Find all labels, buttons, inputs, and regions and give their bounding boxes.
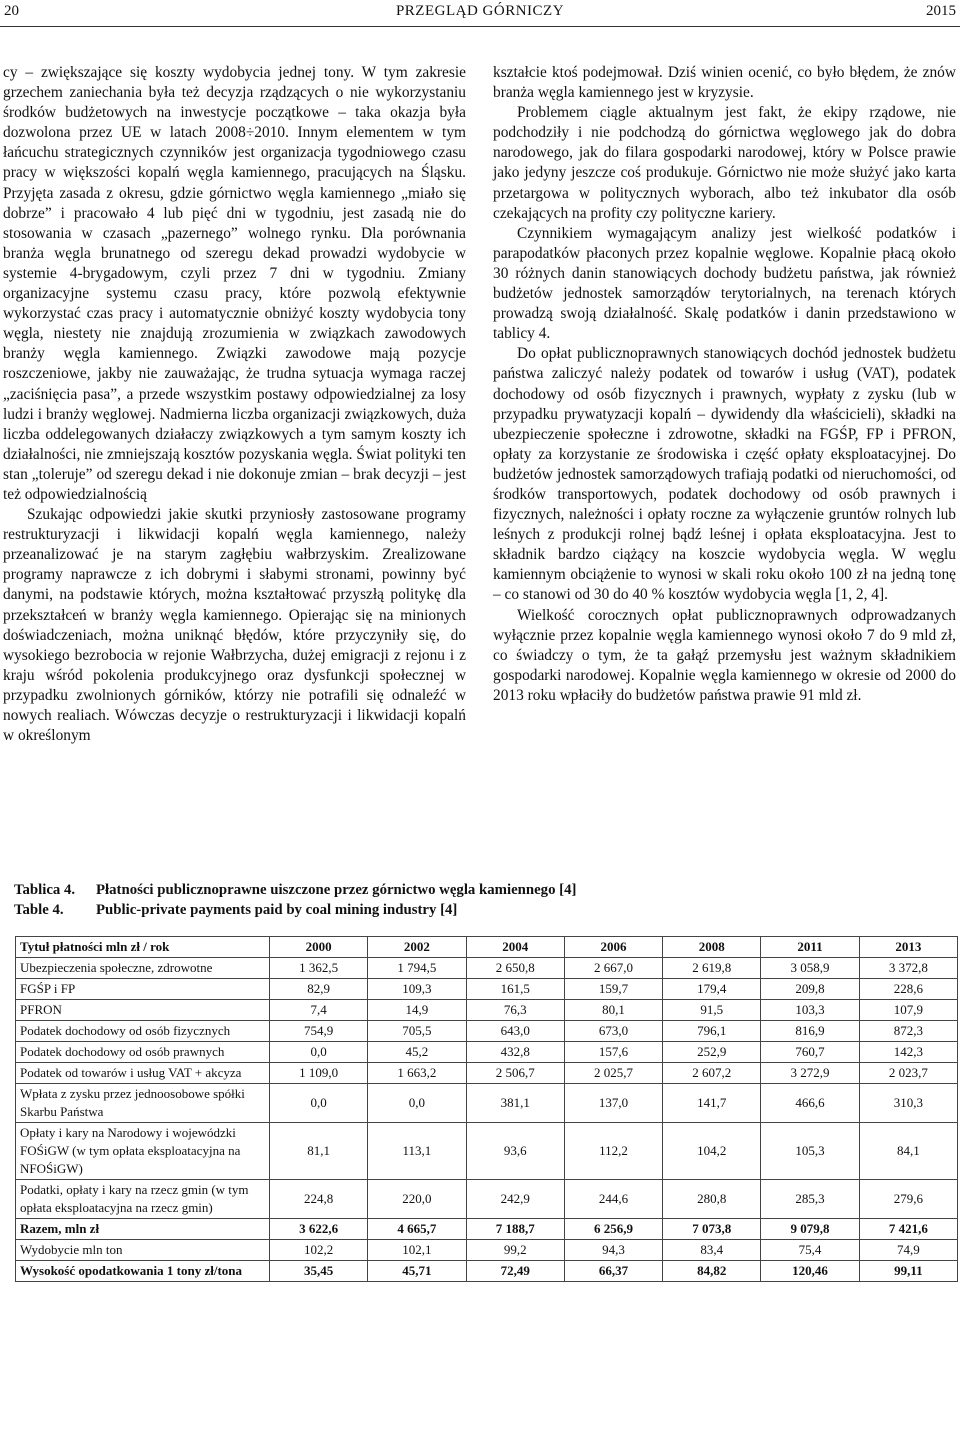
table-cell: 113,1 [368, 1123, 466, 1180]
table-cell: 466,6 [761, 1084, 859, 1123]
table-cell: 816,9 [761, 1021, 859, 1042]
table-row [16, 1042, 958, 1063]
table-cell: 104,2 [663, 1123, 761, 1180]
row-label: Podatki, opłaty i kary na rzecz gmin (w tym opłata eksploatacyjna na rzecz gmin) [16, 1180, 270, 1219]
row-label: Wydobycie mln ton [16, 1240, 270, 1261]
table-cell: 7 188,7 [466, 1219, 564, 1240]
journal-title: PRZEGLĄD GÓRNICZY [395, 3, 565, 19]
table-cell: 220,0 [368, 1180, 466, 1219]
table-cell: 224,8 [270, 1180, 368, 1219]
table-header-row [16, 937, 958, 958]
table-row [16, 1240, 958, 1261]
table-cell: 99,11 [859, 1261, 957, 1282]
paragraph: Szukając odpowiedzi jakie skutki przyniosły zastosowane programy restrukturyzacji i likwidacji kopalń węgla kamiennego, należy przeanalizować je na starym zagłębiu wałbrzyskim. Zrealizowane programy naprawcze z ich dobrymi i słabymi stronami, powinny być danymi, na podstawie których, można kształtować przyszłą politykę dla przekształceń w branży węgla kamiennego. Opierając się na minionych doświadczeniach, można uniknąć błędów, które przyczyniły się, do wysokiego bezrobocia w rejonie Wałbrzycha, dużej emigracji z rejonu i z kraju wśród pokolenia produkcyjnego oraz dysfunkcji społecznej w przypadku zwolnionych górników, którzy nie potrafili się odnaleźć w nowych realiach. Wówczas decyzje o restrukturyzacji i likwidacji kopalń w określonym [3, 506, 466, 745]
table-cell: 137,0 [564, 1084, 662, 1123]
table-cell: 66,37 [564, 1261, 662, 1282]
table-cell: 81,1 [270, 1123, 368, 1180]
table-cell: 99,2 [466, 1240, 564, 1261]
table-cell: 285,3 [761, 1180, 859, 1219]
row-label: Wysokość opodatkowania 1 tony zł/tona [16, 1261, 270, 1282]
table-cell: 1 362,5 [270, 958, 368, 979]
table-cell: 120,46 [761, 1261, 859, 1282]
table-cell: 754,9 [270, 1021, 368, 1042]
table-cell: 310,3 [859, 1084, 957, 1123]
row-label: Podatek od towarów i usług VAT + akcyza [16, 1063, 270, 1084]
right-column [493, 63, 956, 706]
table-cell: 112,2 [564, 1123, 662, 1180]
header-year: 2008 [663, 937, 761, 958]
row-label: PFRON [16, 1000, 270, 1021]
table-cell: 3 272,9 [761, 1063, 859, 1084]
table-cell: 103,3 [761, 1000, 859, 1021]
table-cell: 107,9 [859, 1000, 957, 1021]
row-label: Podatek dochodowy od osób prawnych [16, 1042, 270, 1063]
table-cell: 228,6 [859, 979, 957, 1000]
header-year: 2002 [368, 937, 466, 958]
table-body [16, 958, 958, 1282]
table-cell: 279,6 [859, 1180, 957, 1219]
table-cell: 161,5 [466, 979, 564, 1000]
table-cell: 4 665,7 [368, 1219, 466, 1240]
table-cell: 74,9 [859, 1240, 957, 1261]
table-cell: 2 025,7 [564, 1063, 662, 1084]
table-cell: 141,7 [663, 1084, 761, 1123]
table-row [16, 1180, 958, 1219]
table-cell: 159,7 [564, 979, 662, 1000]
year: 2015 [926, 3, 956, 19]
table-cell: 673,0 [564, 1021, 662, 1042]
table-cell: 1 663,2 [368, 1063, 466, 1084]
table-cell: 157,6 [564, 1042, 662, 1063]
table-cell: 2 506,7 [466, 1063, 564, 1084]
table-cell: 179,4 [663, 979, 761, 1000]
table-cell: 2 607,2 [663, 1063, 761, 1084]
table-row [16, 1063, 958, 1084]
header-year: 2013 [859, 937, 957, 958]
table-cell: 872,3 [859, 1021, 957, 1042]
paragraph: Wielkość corocznych opłat publicznoprawnych odprowadzanych wyłącznie przez kopalnie węgla kamiennego wynosi około 7 do 9 mld zł, co świadczy o tym, że ta gałąź przemysłu jest ważnym składnikiem gospodarki narodowej. Kopalnie węgla kamiennego w okresie od 2000 do 2013 roku wpłaciły do budżetów państwa prawie 91 mld zł. [493, 606, 956, 704]
paragraph: kształcie ktoś podejmował. Dziś winien ocenić, co było błędem, że znów branża węgla kamiennego jest w kryzysie. [493, 64, 956, 102]
table-cell: 0,0 [270, 1042, 368, 1063]
table-cell: 109,3 [368, 979, 466, 1000]
table-cell: 3 622,6 [270, 1219, 368, 1240]
table-row [16, 1123, 958, 1180]
table-cell: 83,4 [663, 1240, 761, 1261]
page-number: 20 [4, 3, 19, 19]
table-cell: 93,6 [466, 1123, 564, 1180]
table-cell: 7 073,8 [663, 1219, 761, 1240]
table-cell: 84,82 [663, 1261, 761, 1282]
row-label: Wpłata z zysku przez jednoosobowe spółki Skarbu Państwa [16, 1084, 270, 1123]
caption-label-pl: Tablica 4. [14, 882, 76, 898]
table-cell: 0,0 [270, 1084, 368, 1123]
table-cell: 94,3 [564, 1240, 662, 1261]
table-cell: 760,7 [761, 1042, 859, 1063]
table-cell: 45,2 [368, 1042, 466, 1063]
table-cell: 72,49 [466, 1261, 564, 1282]
table-cell: 2 650,8 [466, 958, 564, 979]
table-row [16, 1261, 958, 1282]
table-cell: 0,0 [368, 1084, 466, 1123]
table-cell: 2 667,0 [564, 958, 662, 979]
table-cell: 35,45 [270, 1261, 368, 1282]
caption-text-en: Public-private payments paid by coal mining industry [4] [96, 902, 458, 918]
table-cell: 280,8 [663, 1180, 761, 1219]
table-cell: 432,8 [466, 1042, 564, 1063]
row-label: Ubezpieczenia społeczne, zdrowotne [16, 958, 270, 979]
table-row [16, 1000, 958, 1021]
table-cell: 252,9 [663, 1042, 761, 1063]
table-cell: 84,1 [859, 1123, 957, 1180]
header-year: 2004 [466, 937, 564, 958]
table-cell: 796,1 [663, 1021, 761, 1042]
table-cell: 1 109,0 [270, 1063, 368, 1084]
header-year: 2011 [761, 937, 859, 958]
table-cell: 2 619,8 [663, 958, 761, 979]
row-label: Razem, mln zł [16, 1219, 270, 1240]
table-cell: 7 421,6 [859, 1219, 957, 1240]
table-cell: 7,4 [270, 1000, 368, 1021]
row-label: Podatek dochodowy od osób fizycznych [16, 1021, 270, 1042]
table-row [16, 979, 958, 1000]
paragraph: Problemem ciągle aktualnym jest fakt, że ekipy rządowe, nie podchodziły i nie podchodzą do górnictwa węglowego jak do dobra narodowego, jak do filara gospodarki narodowej, który w Polsce prawie jako jedyny jeszcze coś produkuje. Górnictwo nie może służyć jako karta przetargowa w politycznych wyborach, albo też inkubator dla osób czekających na profity czy polityczne kariery. [493, 104, 956, 222]
table-cell: 3 372,8 [859, 958, 957, 979]
paragraph: Czynnikiem wymagającym analizy jest wielkość podatków i parapodatków płaconych przez kopalnie węglowe. Kopalnie płacą około 30 różnych danin stanowiących dochody budżetu państwa, jak również budżetów jednostek samorządów terytorialnych, na terenach których prowadzą swoją działalność. Skalę podatków i danin przedstawiono w tablicy 4. [493, 224, 956, 343]
caption-text-pl: Płatności publicznoprawne uiszczone przez górnictwo węgla kamiennego [4] [96, 882, 577, 898]
table-cell: 82,9 [270, 979, 368, 1000]
payments-table [15, 936, 958, 1282]
table-cell: 14,9 [368, 1000, 466, 1021]
table-caption [14, 880, 576, 920]
table-cell: 209,8 [761, 979, 859, 1000]
table-cell: 643,0 [466, 1021, 564, 1042]
row-label: FGŚP i FP [16, 979, 270, 1000]
header-year: 2000 [270, 937, 368, 958]
table-cell: 45,71 [368, 1261, 466, 1282]
table-cell: 75,4 [761, 1240, 859, 1261]
table-row [16, 1084, 958, 1123]
table-row [16, 1219, 958, 1240]
table-cell: 9 079,8 [761, 1219, 859, 1240]
table-cell: 3 058,9 [761, 958, 859, 979]
running-header [0, 0, 960, 27]
table-cell: 2 023,7 [859, 1063, 957, 1084]
paragraph: Do opłat publicznoprawnych stanowiących dochód jednostek budżetu państwa zaliczyć należy podatek od towarów i usług (VAT), podatek dochodowy od osób fizycznych i prawnych, wypłaty z zysku (lub w przypadku prywatyzacji kopalń – dywidendy dla właścicieli), składki na ubezpieczenie społeczne i zdrowotne, składki na FGŚP, FP i PFRON, opłaty za korzystanie ze środowiska i część opłaty eksploatacyjnej. Do budżetów jednostek samorządowych trafiają podatki od nieruchomości, od środków transportowych, podatek dochodowy od osób prawnych i fizycznych, należności i opłaty roczne za wyłączenie gruntów rolnych lub leśnych z produkcji rolnej bądź leśnej i opłata eksploatacyjna. Jest to składnik bardzo ciążący na koszcie wydobycia węgla. W węglu kamiennym obciążenie to wynosi w skali roku około 100 zł na jedną tonę – co stanowi od 30 do 40 % kosztów wydobycia węgla [1, 2, 4]. [493, 345, 956, 604]
table-cell: 705,5 [368, 1021, 466, 1042]
header-year: 2006 [564, 937, 662, 958]
table-cell: 381,1 [466, 1084, 564, 1123]
table-cell: 242,9 [466, 1180, 564, 1219]
table-row [16, 958, 958, 979]
table-cell: 102,2 [270, 1240, 368, 1261]
left-column [3, 63, 466, 746]
table-cell: 6 256,9 [564, 1219, 662, 1240]
header-title: Tytuł płatności mln zł / rok [16, 937, 270, 958]
paragraph: cy – zwiększające się koszty wydobycia jednej tony. W tym zakresie grzechem zaniechania była też decyzja rządzących o nie wykorzystaniu środków budżetowych na inwestycje początkowe – taka okazja była dozwolona przez UE w latach 2008÷2010. Innym elementem w tym łańcuchu strategicznych czynników jest organizacja tygodniowego czasu pracy w większości kopalń węgla kamiennego, pracujących na Śląsku. Przyjęta zasada z okresu, gdzie górnictwo węgla kamiennego „miało się dobrze” i pracowało 4 lub pięć dni w tygodniu, jest zasadą nie do stosowania w czasach „pazernego” wolnego rynku. Dla porównania branża węgla brunatnego od szeregu dekad prowadzi wydobycie w systemie 4-brygadowym, czyli przez 7 dni w tygodniu. Zmiany organizacyjne systemu czasu pracy, które pozwolą efektywnie wykorzystać czas pracy i automatycznie obniżyć koszty wydobycia tony węgla, niestety nie znajdują zrozumienia w związkach zawodowych branży węgla kamiennego. Związki zawodowe mają pozycje roszczeniowe, jakby nie zauważając, że trudna sytuacja wymaga raczej „zaciśnięcia pasa”, a przede wszystkim postawy odpowiedzialnej za losy ludzi i branży węglowej. Nadmierna liczba organizacji związkowych, duża liczba oddelegowanych działaczy związkowych a tym samym koszty ich działalności, nie zmniejszają kosztów pozyskania węgla. Świat polityki ten stan „toleruje” od szeregu dekad i nie dokonuje zmian – brak decyzji – jest też odpowiedzialnością [3, 64, 466, 503]
table-cell: 244,6 [564, 1180, 662, 1219]
row-label: Opłaty i kary na Narodowy i wojewódzki FOŚiGW (w tym opłata eksploatacyjna na NFOŚiGW) [16, 1123, 270, 1180]
table-cell: 1 794,5 [368, 958, 466, 979]
table-cell: 76,3 [466, 1000, 564, 1021]
caption-label-en: Table 4. [14, 902, 64, 918]
table-cell: 91,5 [663, 1000, 761, 1021]
table-cell: 102,1 [368, 1240, 466, 1261]
table-row [16, 1021, 958, 1042]
table-cell: 142,3 [859, 1042, 957, 1063]
table-cell: 105,3 [761, 1123, 859, 1180]
table-cell: 80,1 [564, 1000, 662, 1021]
